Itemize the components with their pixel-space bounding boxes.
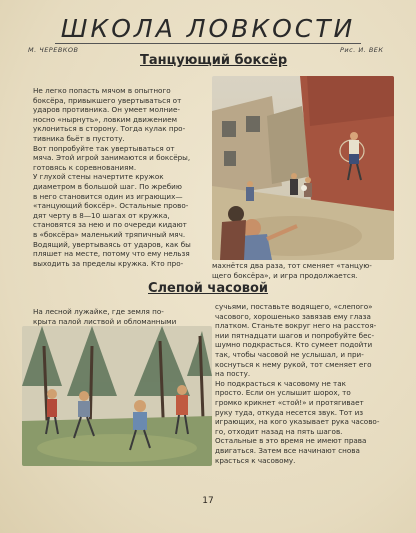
text-line: выходить за пределы кружка. Кто про- (33, 258, 184, 268)
forest-game-illustration (22, 326, 212, 466)
ball (301, 185, 307, 191)
text-line: так, чтобы часовой не услышал, и при- (215, 349, 364, 359)
section-title-dancing-boxer: Танцующий боксёр (140, 53, 288, 68)
text-line: мяча. Этой игрой занимаются и боксёры, (33, 153, 191, 163)
text-line: красться к часовому. (215, 455, 296, 465)
article-column-right-1 (212, 261, 392, 280)
boxer-game-illustration (212, 76, 394, 260)
text-line: носно «нырнуть», ловким движением (33, 114, 178, 124)
text-line: Остальные в это время не имеют права (215, 436, 367, 446)
text-line: Водящий, увертываясь от ударов, как бы (33, 239, 191, 249)
page-title (0, 14, 416, 43)
text-line: пляшет на месте, потому что ему нельзя (33, 249, 190, 259)
page-number: 17 (202, 496, 214, 506)
text-line: руку туда, откуда несется звук. Тот из (215, 407, 364, 417)
text-line: махнётся два раза, тот сменяет «танцую- (212, 261, 372, 270)
text-line: шумно подкрасться. Кто сумеет подойти (215, 340, 373, 350)
text-line: крыта палой листвой и обломанными (33, 316, 177, 326)
article-column-left-2 (33, 307, 208, 326)
article-column-right-2 (215, 302, 395, 465)
text-line: ударов противника. Он умеет молние- (33, 105, 180, 115)
author-credit: М. ЧЕРЕВКОВ (28, 46, 79, 54)
text-line: громко крикнет «стой!» и протягивает (215, 397, 364, 407)
text-line: играющих, на кого указывает рука часово- (215, 417, 380, 427)
text-line: часового, хорошенько завязав ему глаза (215, 311, 371, 321)
text-line: У глухой стены начертите кружок (33, 172, 164, 182)
text-line: боксёра, привыкшего увертываться от (33, 95, 182, 105)
page-title-text: ШКОЛА ЛОВКОСТИ (55, 14, 362, 44)
text-line: просто. Если он услышит шорох, то (215, 388, 351, 398)
text-line: на посту. (215, 369, 251, 379)
text-line: дят черту в 8—10 шагах от кружка, (33, 210, 170, 220)
text-line: Вот попробуйте так увертываться от (33, 143, 175, 153)
text-line: го, отходит назад на пять шагов. (215, 426, 343, 436)
text-line: диаметром в большой шаг. По жребию (33, 181, 182, 191)
section-title-blind-sentry: Слепой часовой (148, 281, 269, 296)
text-line: в «боксёра» маленький тряпичный мяч. (33, 229, 186, 239)
text-line: в него становится один из играющих— (33, 191, 183, 201)
text-line: тивника бьёт в пустоту. (33, 133, 125, 143)
illustrator-credit: Рис. И. ВЕК (340, 46, 384, 54)
text-line: коснуться к нему рукой, тот сменяет его (215, 359, 372, 369)
text-line: Но подкрасться к часовому не так (215, 378, 346, 388)
text-line: становятся за нею и по очереди кидают (33, 220, 187, 230)
text-line: платком. Станьте вокруг него на расстоя- (215, 321, 377, 331)
text-line: сучьями, поставьте водящего, «слепого» (215, 302, 373, 311)
text-line: щего боксёра», и игра продолжается. (212, 270, 358, 280)
text-line: двигаться. Затем все начинают снова (215, 445, 360, 455)
article-column-left-1 (33, 86, 208, 268)
text-line: готовясь к соревнованиям. (33, 162, 137, 172)
text-line: На лесной лужайке, где земля по- (33, 307, 164, 316)
text-line: Не легко попасть мячом в опытного (33, 86, 171, 95)
text-line: уклониться в сторону. Тогда кулак про- (33, 124, 186, 134)
text-line: «танцующий боксёр». Остальные прово- (33, 201, 189, 211)
text-line: нии пятнадцати шагов и попробуйте бес- (215, 330, 375, 340)
